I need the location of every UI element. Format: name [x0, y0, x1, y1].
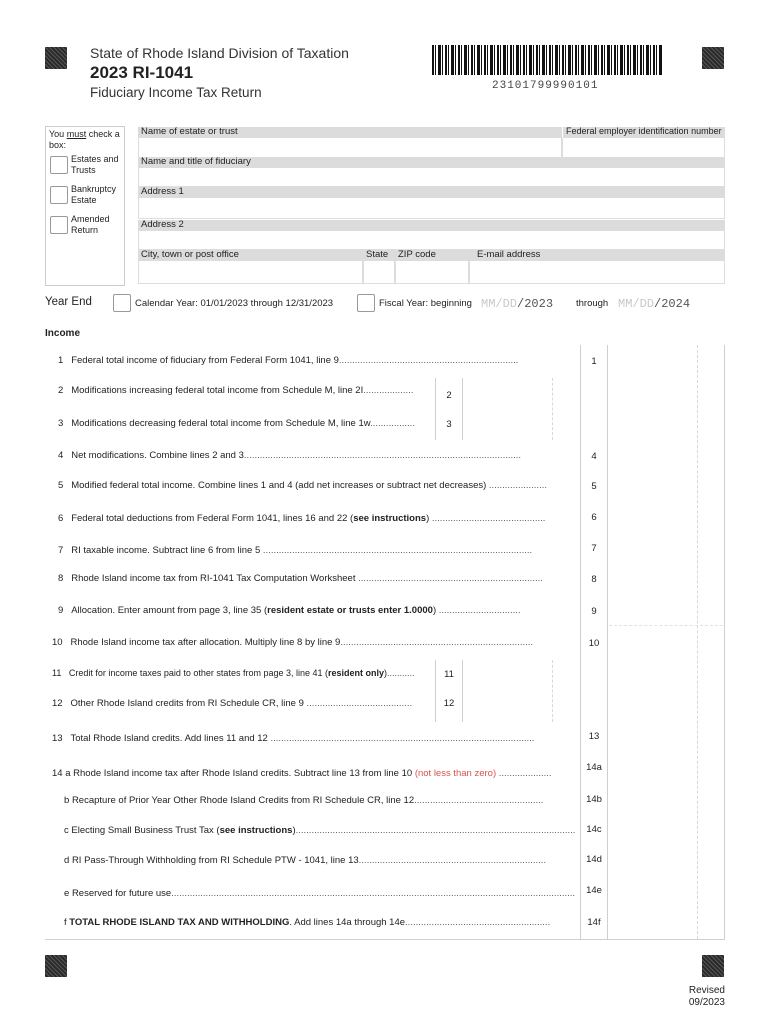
line-10-amount-input[interactable]	[609, 630, 723, 658]
line-12: 12 Other Rhode Island credits from RI Schedule CR, line 9 ........................................	[52, 698, 413, 709]
subcolumn-rule-d	[435, 660, 436, 722]
line-2-amount-input[interactable]	[464, 380, 578, 408]
fiduciary-label: Name and title of fiduciary	[141, 156, 251, 167]
state-label: State	[366, 249, 389, 260]
registration-mark-bottom-right	[702, 955, 724, 977]
amount-column-left-rule	[580, 345, 581, 939]
line-11: 11 Credit for income taxes paid to other states from page 3, line 41 (resident only)...........	[52, 668, 415, 678]
line-14b: b Recapture of Prior Year Other Rhode Island Credits from RI Schedule CR, line 12.................................................	[64, 795, 544, 806]
line-14d-amount-input[interactable]	[609, 847, 723, 875]
line-9-amount-input[interactable]	[609, 597, 723, 626]
fiscal-through-label: through	[576, 298, 609, 309]
subcolumn-rule-a	[435, 378, 436, 440]
calendar-year-checkbox[interactable]	[113, 294, 131, 312]
year-end-label: Year End	[45, 296, 92, 308]
checkbox-prompt: You must check a box:	[49, 129, 120, 150]
bankruptcy-estate-label: Bankruptcy Estate	[71, 184, 117, 205]
form-title: 2023 RI-1041	[90, 63, 194, 82]
city-input[interactable]	[138, 261, 363, 284]
line-10: 10 Rhode Island income tax after allocation. Multiply line 8 by line 9.........................................................................	[52, 637, 534, 648]
form-bottom-rule	[45, 939, 725, 940]
subcolumn-rule-e	[462, 660, 463, 722]
registration-mark-top-right	[702, 47, 724, 69]
line-3-box-label: 3	[446, 419, 452, 430]
fein-input[interactable]	[562, 138, 725, 159]
registration-mark-bottom-left	[45, 955, 67, 977]
estates-trusts-checkbox[interactable]	[50, 156, 68, 174]
bankruptcy-estate-checkbox[interactable]	[50, 186, 68, 204]
fiscal-end-placeholder: MM/DD	[618, 297, 655, 311]
line-9-box-label: 9	[591, 606, 597, 617]
amount-column-box-rule	[607, 345, 608, 939]
line-10-box-label: 10	[588, 638, 600, 649]
line-14b-amount-input[interactable]	[609, 787, 723, 815]
fein-label: Federal employer identification number	[566, 126, 722, 136]
line-6-box-label: 6	[591, 512, 597, 523]
line-6-amount-input[interactable]	[609, 504, 723, 532]
line-11-box-label: 11	[444, 669, 454, 680]
line-14c-amount-input[interactable]	[609, 817, 723, 845]
amended-return-label: Amended Return	[71, 214, 110, 235]
fiscal-begin-field[interactable]	[481, 294, 553, 312]
line-7: 7 RI taxable income. Subtract line 6 from line 5 ......................................................................................................	[58, 545, 533, 556]
line-5: 5 Modified federal total income. Combine lines 1 and 4 (add net increases or subtract net decreases) ......................	[58, 480, 547, 491]
form-subtitle: Fiduciary Income Tax Return	[90, 85, 262, 100]
calendar-year-label: Calendar Year: 01/01/2023 through 12/31/2023	[135, 298, 334, 309]
line-14f: f TOTAL RHODE ISLAND TAX AND WITHHOLDING. Add lines 14a through 14e.......................................................	[64, 917, 551, 928]
barcode	[432, 45, 662, 75]
line-3-amount-input[interactable]	[464, 410, 578, 438]
line-1: 1 Federal total income of fiduciary from Federal Form 1041, line 9....................................................................	[58, 355, 519, 366]
line-4-amount-input[interactable]	[609, 442, 723, 470]
line-8-box-label: 8	[591, 574, 597, 585]
line-13-amount-input[interactable]	[609, 724, 723, 752]
fiscal-year-label: Fiscal Year: beginning	[379, 298, 472, 309]
amount-column-right-rule	[724, 345, 725, 939]
agency-name: State of Rhode Island Division of Taxation	[90, 45, 349, 61]
line-7-amount-input[interactable]	[609, 535, 723, 563]
estates-trusts-label: Estates and Trusts	[71, 154, 119, 175]
line-11-amount-input[interactable]	[464, 662, 578, 690]
line-14a: 14 a Rhode Island income tax after Rhode Island credits. Subtract line 13 from line 10 (not less than zero) ....................	[52, 768, 552, 779]
line-14e: e Reserved for future use.........................................................................................................................................................	[64, 888, 576, 899]
line-2: 2 Modifications increasing federal total income from Schedule M, line 2I...................	[58, 385, 414, 396]
line-14e-amount-input[interactable]	[609, 878, 723, 906]
fiscal-end-year: /2024	[654, 297, 691, 311]
fiscal-year-checkbox[interactable]	[357, 294, 375, 312]
line-13: 13 Total Rhode Island credits. Add lines 11 and 12 ....................................................................................................	[52, 733, 535, 744]
line-2-box-label: 2	[446, 390, 452, 401]
line-13-box-label: 13	[588, 731, 600, 742]
line-9: 9 Allocation. Enter amount from page 3, line 35 (resident estate or trusts enter 1.0000) ...............................	[58, 605, 521, 616]
zip-input[interactable]	[395, 261, 469, 284]
fiscal-begin-placeholder: MM/DD	[481, 297, 518, 311]
line-4-box-label: 4	[591, 451, 597, 462]
line-12-amount-input[interactable]	[464, 692, 578, 720]
income-heading: Income	[45, 328, 81, 339]
fiscal-end-field[interactable]	[618, 294, 690, 312]
fiduciary-input[interactable]	[138, 168, 725, 187]
zip-label: ZIP code	[398, 249, 436, 260]
line-1-amount-input[interactable]	[609, 348, 723, 378]
address1-bar	[138, 187, 725, 198]
line-14f-box-label: 14f	[587, 917, 601, 928]
line-12-box-label: 12	[443, 698, 455, 709]
line-14d-box-label: 14d	[586, 854, 602, 865]
line-5-amount-input[interactable]	[609, 472, 723, 500]
line-14c: c Electing Small Business Trust Tax (see instructions)..........................................................................................................	[64, 825, 576, 836]
line-14f-amount-input[interactable]	[609, 910, 723, 938]
line-1-box-label: 1	[591, 356, 597, 367]
line-5-box-label: 5	[591, 481, 597, 492]
address2-label: Address 2	[141, 219, 184, 230]
line-6: 6 Federal total deductions from Federal Form 1041, lines 16 and 22 (see instructions) ...........................................	[58, 513, 546, 524]
line-8: 8 Rhode Island income tax from RI-1041 Tax Computation Worksheet ......................................................................	[58, 573, 543, 584]
line-14a-box-label: 14a	[586, 762, 602, 773]
barcode-number: 23101799990101	[492, 80, 599, 92]
email-input[interactable]	[469, 261, 725, 284]
line-3: 3 Modifications decreasing federal total income from Schedule M, line 1w.................	[58, 418, 415, 429]
line-14a-amount-input[interactable]	[609, 755, 723, 783]
fiscal-begin-year: /2023	[517, 297, 554, 311]
revised-date: 09/2023	[688, 997, 725, 1008]
state-input[interactable]	[363, 261, 395, 284]
name-estate-label: Name of estate or trust	[141, 126, 238, 137]
address2-bar	[138, 220, 725, 231]
line-4: 4 Net modifications. Combine lines 2 and 3.........................................................................................................	[58, 450, 522, 461]
address2-input[interactable]	[138, 231, 725, 250]
address1-input[interactable]	[138, 198, 725, 219]
line-14b-box-label: 14b	[586, 794, 602, 805]
line-14d: d RI Pass-Through Withholding from RI Schedule PTW - 1041, line 13.......................................................................	[64, 855, 547, 866]
amended-return-checkbox[interactable]	[50, 216, 68, 234]
registration-mark-top-left	[45, 47, 67, 69]
revised-label: Revised	[688, 985, 725, 996]
city-label: City, town or post office	[141, 249, 239, 260]
line-7-box-label: 7	[591, 543, 597, 554]
address1-label: Address 1	[141, 186, 184, 197]
subcolumn-rule-b	[462, 378, 463, 440]
line-8-amount-input[interactable]	[609, 565, 723, 593]
line-14c-box-label: 14c	[586, 824, 602, 835]
line-14e-box-label: 14e	[586, 885, 602, 896]
email-label: E-mail address	[477, 249, 541, 260]
